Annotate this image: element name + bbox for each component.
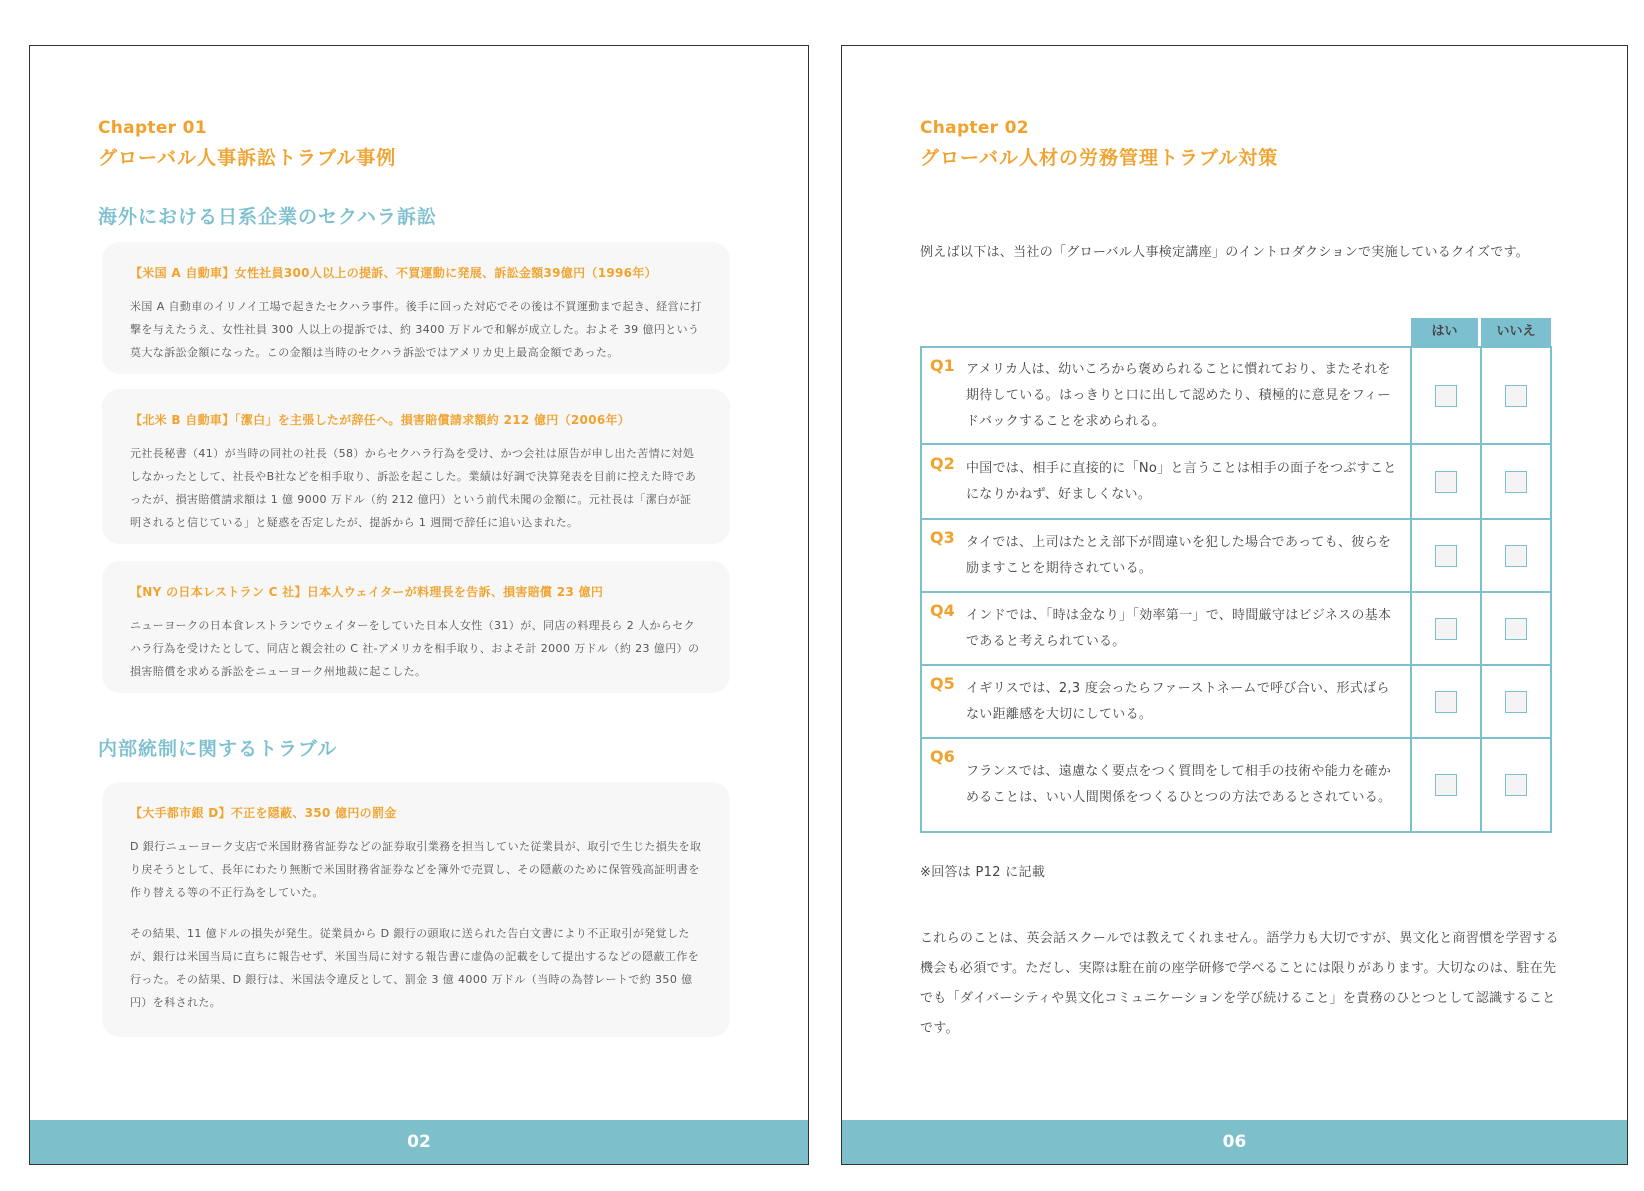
- quiz-row: [922, 348, 1550, 443]
- page-footer: [842, 1120, 1627, 1164]
- checkbox-yes[interactable]: [1435, 545, 1457, 567]
- answer-cell-yes: [1410, 445, 1480, 518]
- checkbox-no[interactable]: [1505, 545, 1527, 567]
- question-cell: [922, 445, 1410, 518]
- quiz-row: [922, 664, 1550, 737]
- case-box: [102, 561, 730, 693]
- question-text: インドでは、「時は金なり」「効率第一」で、時間厳守はビジネスの基本であると考えられている。: [966, 607, 1392, 649]
- checkbox-no[interactable]: [1505, 774, 1527, 796]
- answer-cell-yes: [1410, 348, 1480, 443]
- answer-cell-no: [1480, 666, 1550, 737]
- intro-text: 例えば以下は、当社の「グローバル人事検定講座」のイントロダクションで実施しているクイズです。: [920, 245, 1530, 260]
- question-text: フランスでは、遠慮なく要点をつく質問をして相手の技術や能力を確かめることは、いい人間関係をつくるひとつの方法であるとされている。: [966, 764, 1392, 805]
- quiz-table: [920, 346, 1552, 833]
- page-number: 06: [1222, 1132, 1247, 1152]
- checkbox-no[interactable]: [1505, 618, 1527, 640]
- answer-cell-yes: [1410, 593, 1480, 664]
- section-heading: 海外における日系企業のセクハラ訴訟: [98, 206, 437, 228]
- chapter-label: Chapter 01: [98, 118, 207, 138]
- answer-cell-no: [1480, 520, 1550, 591]
- question-number: Q1: [930, 356, 955, 375]
- question-text: 中国では、相手に直接的に「No」と言うことは相手の面子をつぶすことになりかねず、好ましくない。: [966, 460, 1397, 502]
- quiz-header-yes: はい: [1411, 318, 1478, 346]
- checkbox-yes[interactable]: [1435, 385, 1457, 407]
- answer-cell-yes: [1410, 739, 1480, 831]
- question-text: イギリスでは、2,3 度会ったらファーストネームで呼び合い、形式ばらない距離感を大切にしている。: [966, 680, 1390, 722]
- question-text: アメリカ人は、幼いころから褒められることに慣れており、またそれを期待している。はっきりと口に出して認めたり、積極的に意見をフィードバックすることを求められる。: [966, 361, 1391, 429]
- page-footer: [30, 1120, 808, 1164]
- question-cell: [922, 593, 1410, 664]
- answer-cell-no: [1480, 593, 1550, 664]
- checkbox-no[interactable]: [1505, 471, 1527, 493]
- quiz-header-no: いいえ: [1481, 318, 1551, 346]
- page-left: [29, 45, 809, 1165]
- closing-text: これらのことは、英会話スクールでは教えてくれません。語学力も大切ですが、異文化と商習慣を学習する機会も必須です。ただし、実際は駐在前の座学研修で学べることには限りがあります。大切なのは、駐在先でも「ダイバーシティや異文化コミュニケーションを学び続けること」を責務のひとつとして認識することです。: [920, 931, 1559, 1036]
- checkbox-no[interactable]: [1505, 691, 1527, 713]
- case-title: 【大手都市銀 D】不正を隠蔽、350 億円の罰金: [130, 806, 397, 820]
- answer-cell-yes: [1410, 666, 1480, 737]
- quiz-row: [922, 737, 1550, 831]
- answer-cell-yes: [1410, 520, 1480, 591]
- answer-cell-no: [1480, 445, 1550, 518]
- case-body: ニューヨークの日本食レストランでウェイターをしていた日本人女性（31）が、同店の料理長ら 2 人からセクハラ行為を受けたとして、同店と親会社の C 社-アメリカを相手取り、およそ計 2000 万ドル（約 23 億円）の損害賠償を求める訴訟をニューヨーク州地裁に起こした。: [130, 619, 700, 678]
- case-title: 【米国 A 自動車】女性社員300人以上の提訴、不買運動に発展、訴訟金額39億円（1996年）: [130, 266, 657, 280]
- question-text: タイでは、上司はたとえ部下が間違いを犯した場合であっても、彼らを励ますことを期待されている。: [966, 534, 1392, 576]
- question-number: Q3: [930, 528, 955, 547]
- question-number: Q4: [930, 601, 955, 620]
- question-number: Q6: [930, 747, 955, 766]
- page-number: 02: [407, 1132, 431, 1152]
- page-right: [841, 45, 1628, 1165]
- quiz-row: [922, 518, 1550, 591]
- case-body: その結果、11 億ドルの損失が発生。従業員から D 銀行の頭取に送られた告白文書により不正取引が発覚したが、銀行は米国当局に直ちに報告せず、米国当局に対する報告書に虚偽の記載をして提出するなどの隠蔽工作を行った。その結果、D 銀行は、米国法令違反として、罰金 3 億 4000 万ドル（当時の為替レートで約 350 億円）を科された。: [130, 927, 700, 1009]
- case-box: [102, 242, 730, 374]
- question-number: Q5: [930, 674, 955, 693]
- section-heading: 内部統制に関するトラブル: [98, 738, 338, 760]
- case-body: 米国 A 自動車のイリノイ工場で起きたセクハラ事件。後手に回った対応でその後は不買運動まで起き、経営に打撃を与えたうえ、女性社員 300 人以上の提訴では、約 3400 万ドルで和解が成立した。およそ 39 億円という莫大な訴訟金額になった。この金額は当時のセクハラ訴訟ではアメリカ史上最高金額であった。: [130, 300, 702, 359]
- checkbox-yes[interactable]: [1435, 471, 1457, 493]
- quiz-row: [922, 591, 1550, 664]
- checkbox-no[interactable]: [1505, 385, 1527, 407]
- checkbox-yes[interactable]: [1435, 774, 1457, 796]
- answer-cell-no: [1480, 739, 1550, 831]
- question-cell: [922, 520, 1410, 591]
- case-title: 【北米 B 自動車】「潔白」を主張したが辞任へ。損害賠償請求額約 212 億円（2006年）: [130, 413, 631, 427]
- question-cell: [922, 348, 1410, 443]
- checkbox-yes[interactable]: [1435, 691, 1457, 713]
- chapter-label: Chapter 02: [920, 118, 1029, 138]
- answer-note: ※回答は P12 に記載: [920, 865, 1046, 880]
- case-title: 【NY の日本レストラン C 社】日本人ウェイターが料理長を告訴、損害賠償 23 億円: [130, 585, 604, 599]
- case-body: D 銀行ニューヨーク支店で米国財務省証券などの証券取引業務を担当していた従業員が、取引で生じた損失を取り戻そうとして、長年にわたり無断で米国財務省証券などを簿外で売買し、その隠蔽のために保管残高証明書を作り替える等の不正行為をしていた。: [130, 840, 702, 899]
- checkbox-yes[interactable]: [1435, 618, 1457, 640]
- chapter-title: グローバル人材の労務管理トラブル対策: [920, 147, 1279, 169]
- question-number: Q2: [930, 454, 955, 473]
- chapter-title: グローバル人事訴訟トラブル事例: [98, 147, 397, 169]
- answer-cell-no: [1480, 348, 1550, 443]
- case-body: 元社長秘書（41）が当時の同社の社長（58）からセクハラ行為を受け、かつ会社は原告が申し出た苦情に対処しなかったとして、社長やB社などを相手取り、訴訟を起こした。業績は好調で決算発表を目前に控えた時であったが、損害賠償請求額は 1 億 9000 万ドル（約 212 億円）という前代未聞の金額に。元社長は「潔白が証明されると信じている」と疑惑を否定したが、提訴から 1 週間で辞任に追い込まれた。: [130, 447, 697, 529]
- case-box: [102, 389, 730, 544]
- case-box: [102, 782, 730, 1037]
- question-cell: [922, 666, 1410, 737]
- question-cell: [922, 739, 1410, 831]
- quiz-row: [922, 443, 1550, 518]
